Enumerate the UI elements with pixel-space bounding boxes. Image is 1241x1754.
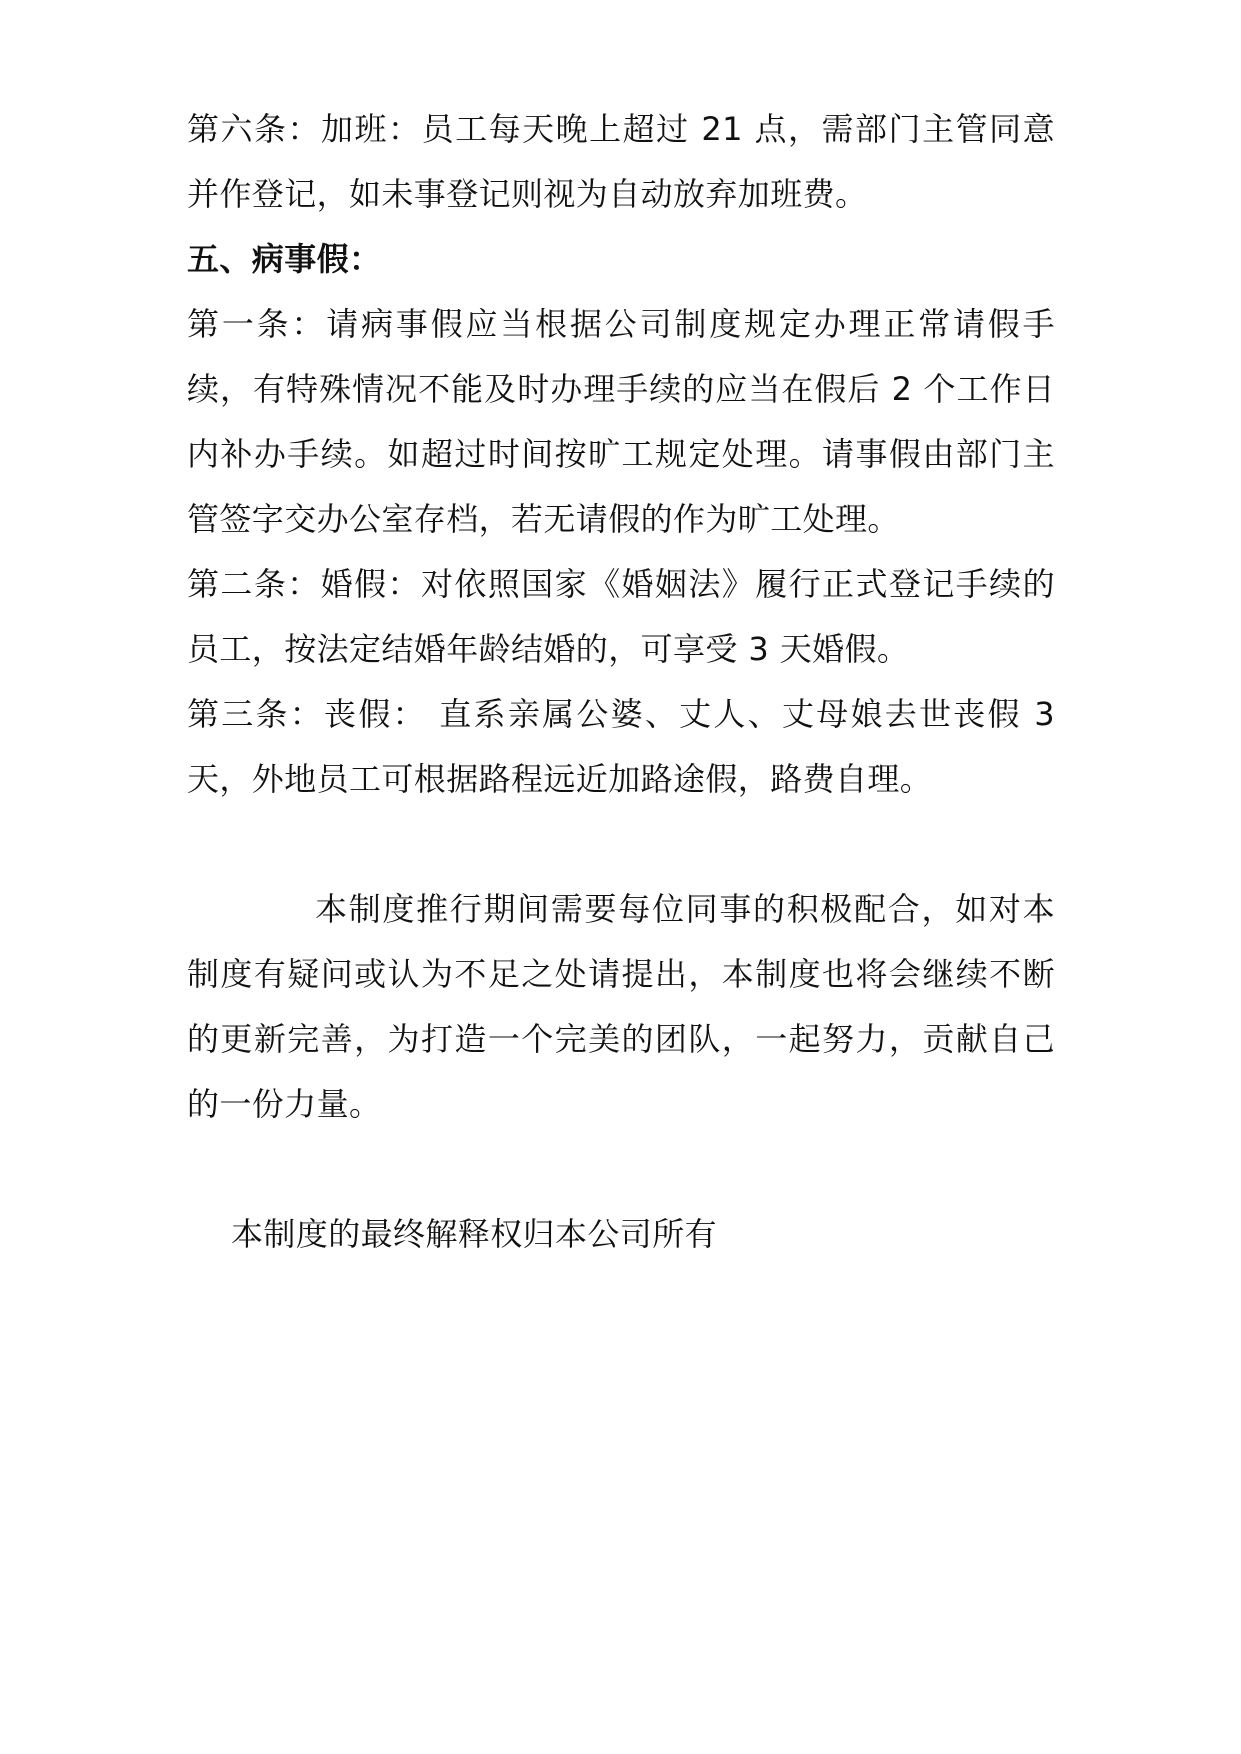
interpretation-statement: 本制度的最终解释权归本公司所有 [231, 1215, 718, 1253]
paragraph-spacer [187, 1137, 1055, 1202]
clause-overtime: 第六条：加班：员工每天晚上超过 21 点，需部门主管同意并作登记，如未事登记则视为自动放弃加班费。 [187, 110, 1055, 213]
clause-sick-personal-leave: 第一条：请病事假应当根据公司制度规定办理正常请假手续，有特殊情况不能及时办理手续的应当在假后 2 个工作日内补办手续。如超过时间按旷工规定处理。请事假由部门主管签字交办公室存档，若无请假的作为旷工处理。 [187, 305, 1055, 538]
paragraph-spacer [187, 812, 1055, 877]
section-heading-sick-leave: 五、病事假： [187, 240, 382, 278]
clause-marriage-leave: 第二条：婚假：对依照国家《婚姻法》履行正式登记手续的员工，按法定结婚年龄结婚的，可享受 3 天婚假。 [187, 565, 1055, 668]
document-body [187, 97, 1055, 1267]
clause-bereavement-leave: 第三条：丧假： 直系亲属公婆、丈人、丈母娘去世丧假 3 天，外地员工可根据路程远近加路途假，路费自理。 [187, 695, 1055, 798]
closing-paragraph: 本制度推行期间需要每位同事的积极配合，如对本制度有疑问或认为不足之处请提出，本制度也将会继续不断的更新完善，为打造一个完美的团队，一起努力，贡献自己的一份力量。 [187, 890, 1055, 1123]
